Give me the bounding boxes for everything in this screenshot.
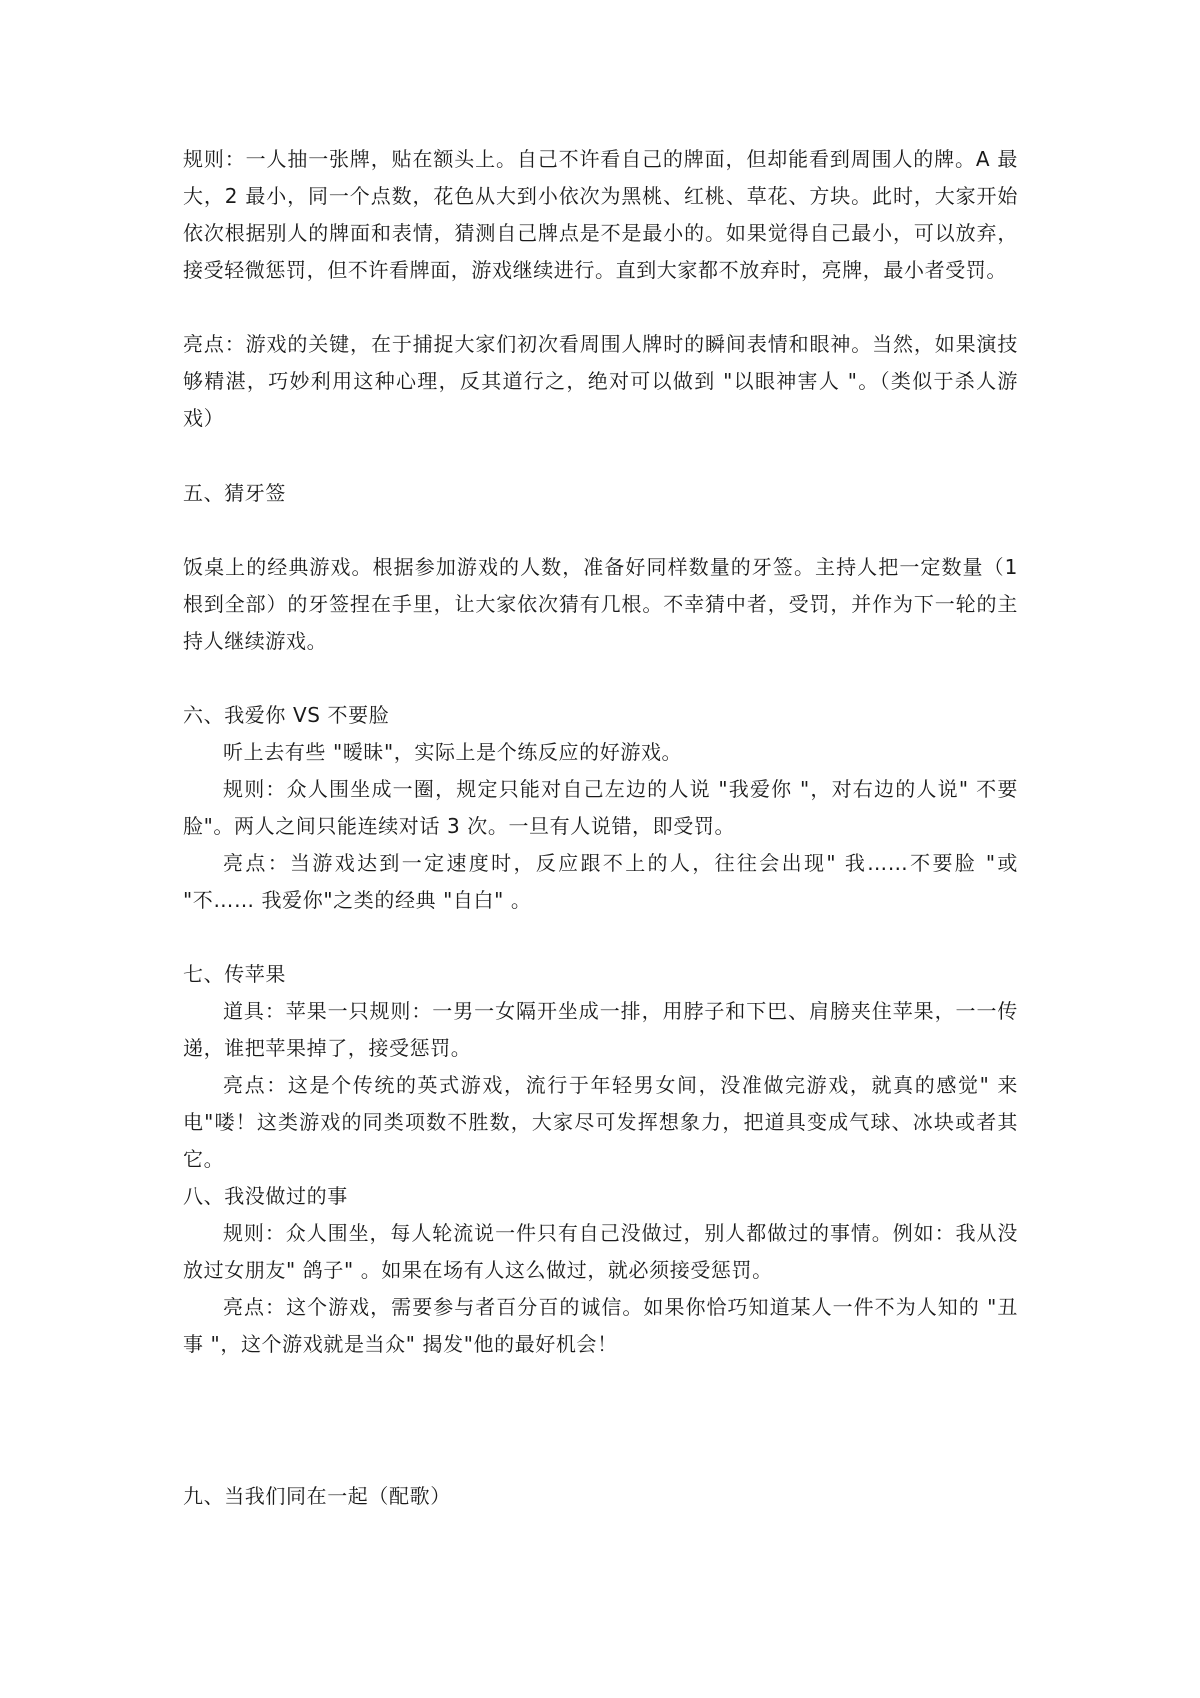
section-6-highlight: 亮点：当游戏达到一定速度时，反应跟不上的人，往往会出现" 我……不要脸 "或 "不…… 我爱你"之类的经典 "自白" 。	[183, 851, 1018, 912]
section-4-highlight: 亮点：游戏的关键，在于捕捉大家们初次看周围人牌时的瞬间表情和眼神。当然，如果演技够精湛，巧妙利用这种心理，反其道行之，绝对可以做到 "以眼神害人 "。（类似于杀人游戏）	[183, 332, 1018, 430]
section-5-title: 五、猜牙签	[183, 481, 286, 505]
section-4-rules: 规则：一人抽一张牌，贴在额头上。自己不许看自己的牌面，但却能看到周围人的牌。A 最大，2 最小，同一个点数，花色从大到小依次为黑桃、红桃、草花、方块。此时，大家开始依次根据别人的牌面和表情，猜测自己牌点是不是最小的。如果觉得自己最小，可以放弃，接受轻微惩罚，但不许看牌面，游戏继续进行。直到大家都不放弃时，亮牌，最小者受罚。	[183, 147, 1018, 282]
section-7-props: 道具：苹果一只规则：一男一女隔开坐成一排，用脖子和下巴、肩膀夹住苹果，一一传递，谁把苹果掉了，接受惩罚。	[183, 999, 1018, 1060]
section-8-highlight: 亮点：这个游戏，需要参与者百分百的诚信。如果你恰巧知道某人一件不为人知的 "丑事 "，这个游戏就是当众" 揭发"他的最好机会！	[183, 1295, 1018, 1356]
section-7-highlight: 亮点：这是个传统的英式游戏，流行于年轻男女间，没准做完游戏，就真的感觉" 来电"喽！这类游戏的同类项数不胜数，大家尽可发挥想象力，把道具变成气球、冰块或者其它。	[183, 1073, 1018, 1171]
section-8-rules: 规则：众人围坐，每人轮流说一件只有自己没做过，别人都做过的事情。例如：我从没放过女朋友" 鸽子" 。如果在场有人这么做过，就必须接受惩罚。	[183, 1221, 1018, 1282]
section-9-title: 九、当我们同在一起（配歌）	[183, 1484, 451, 1508]
section-6-rules: 规则：众人围坐成一圈，规定只能对自己左边的人说 "我爱你 "，对右边的人说" 不要脸"。两人之间只能连续对话 3 次。一旦有人说错，即受罚。	[183, 777, 1018, 838]
section-6-intro: 听上去有些 "暧昧"，实际上是个练反应的好游戏。	[223, 740, 683, 764]
section-5-body: 饭桌上的经典游戏。根据参加游戏的人数，准备好同样数量的牙签。主持人把一定数量（1 根到全部）的牙签捏在手里，让大家依次猜有几根。不幸猜中者，受罚，并作为下一轮的主持人继续游戏。	[183, 555, 1018, 653]
section-8-title: 八、我没做过的事	[183, 1184, 348, 1208]
section-7-title: 七、传苹果	[183, 962, 286, 986]
section-6-title: 六、我爱你 VS 不要脸	[183, 703, 390, 727]
